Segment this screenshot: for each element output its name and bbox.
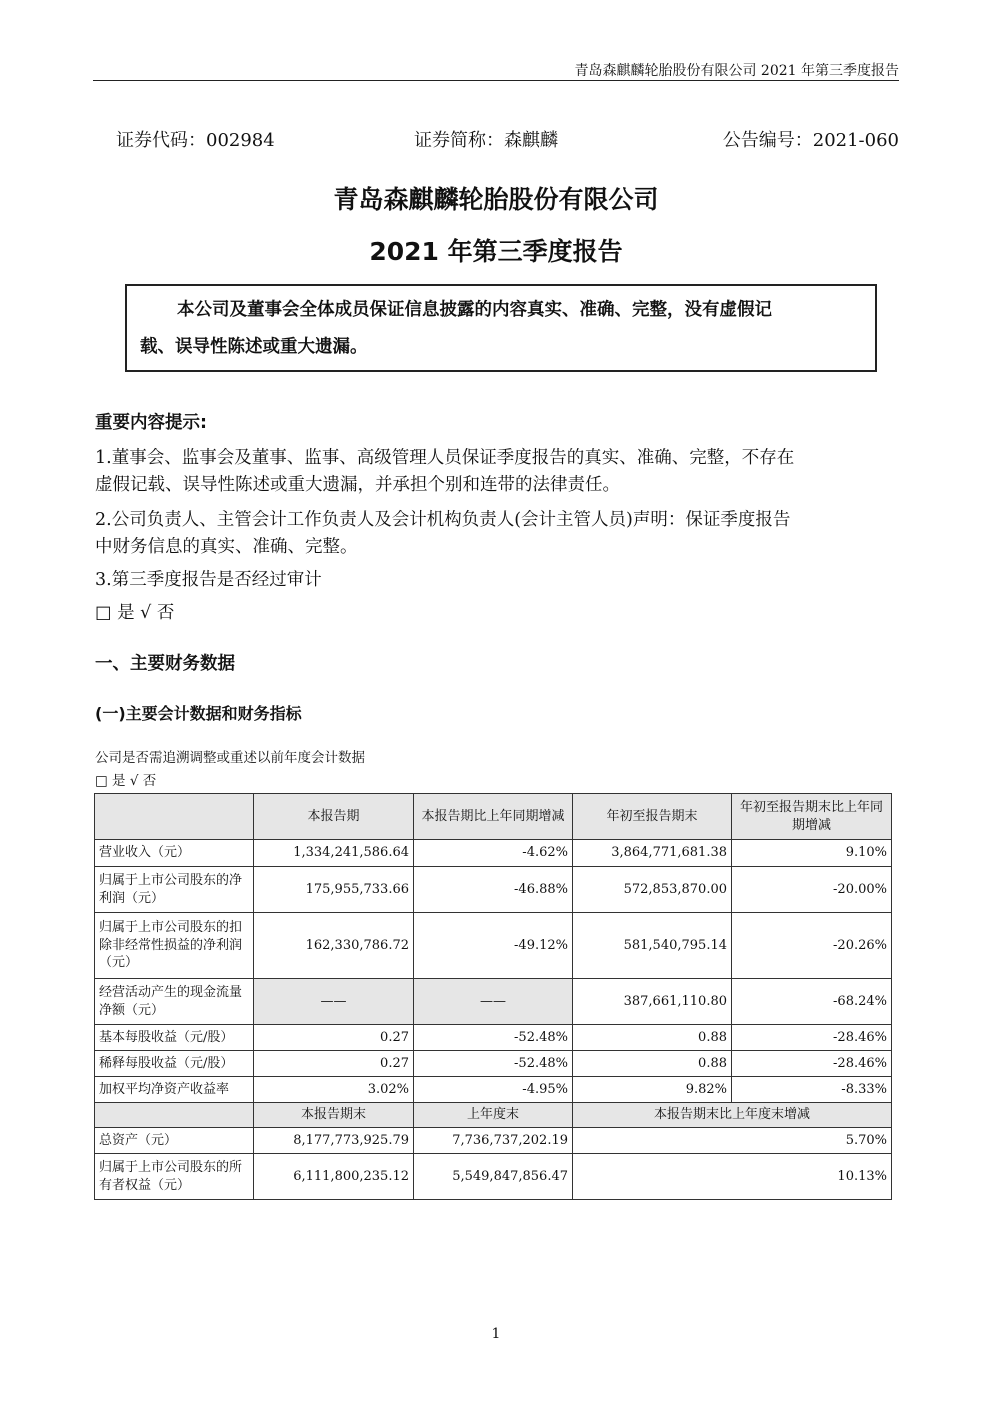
- table-cell: -28.46%: [732, 1025, 892, 1051]
- table-cell: 0.27: [254, 1025, 414, 1051]
- header-cell: 本报告期: [254, 794, 414, 840]
- row-label: 营业收入（元）: [95, 840, 254, 867]
- row-label: 归属于上市公司股东的扣除非经常性损益的净利润（元）: [95, 913, 254, 979]
- table-cell: 3.02%: [254, 1077, 414, 1103]
- table-cell: 5,549,847,856.47: [414, 1154, 573, 1200]
- table-row: [95, 1077, 892, 1103]
- row-label: 归属于上市公司股东的净利润（元）: [95, 867, 254, 913]
- header-cell: 本报告期比上年同期增减: [414, 794, 573, 840]
- table-cell: 9.82%: [573, 1077, 732, 1103]
- disclosure-notice-box: [125, 284, 877, 372]
- security-abbreviation: 证券简称：森麒麟: [414, 130, 558, 151]
- table-header-row: [95, 794, 892, 840]
- table-row: [95, 979, 892, 1025]
- table-cell: 572,853,870.00: [573, 867, 732, 913]
- table-cell: -49.12%: [414, 913, 573, 979]
- header-rule: [93, 80, 899, 81]
- row-label: 归属于上市公司股东的所有者权益（元）: [95, 1154, 254, 1200]
- company-title: 青岛森麒麟轮胎股份有限公司: [333, 185, 659, 214]
- tips-heading: 重要内容提示:: [95, 413, 207, 433]
- table-subheader-row: [95, 1103, 892, 1128]
- header-cell: 本报告期末比上年度末增减: [573, 1103, 892, 1128]
- table-row: [95, 1025, 892, 1051]
- section-heading: 一、主要财务数据: [95, 654, 235, 674]
- table-cell: 387,661,110.80: [573, 979, 732, 1025]
- table-cell: -46.88%: [414, 867, 573, 913]
- restatement-question: 公司是否需追溯调整或重述以前年度会计数据: [95, 750, 365, 766]
- header-cell: 年初至报告期末: [573, 794, 732, 840]
- financial-data-table: [94, 793, 892, 1200]
- table-cell: -28.46%: [732, 1051, 892, 1077]
- table-cell: 3,864,771,681.38: [573, 840, 732, 867]
- table-cell-na: ——: [414, 979, 573, 1025]
- running-header: 青岛森麒麟轮胎股份有限公司 2021 年第三季度报告: [574, 63, 899, 79]
- table-row: [95, 913, 892, 979]
- table-cell-na: ——: [254, 979, 414, 1025]
- tip-2-line-2: 中财务信息的真实、准确、完整。: [95, 537, 358, 557]
- page-number: 1: [491, 1326, 501, 1342]
- table-row: [95, 840, 892, 867]
- notice-line-2: 载、误导性陈述或重大遗漏。: [140, 337, 368, 357]
- header-corner-cell: [95, 794, 254, 840]
- table-row: [95, 1051, 892, 1077]
- row-label: 加权平均净资产收益率: [95, 1077, 254, 1103]
- tip-3: 3.第三季度报告是否经过审计: [95, 570, 322, 590]
- tip-1-line-1: 1.董事会、监事会及董事、监事、高级管理人员保证季度报告的真实、准确、完整，不存在: [95, 448, 795, 468]
- row-label: 经营活动产生的现金流量净额（元）: [95, 979, 254, 1025]
- table-cell: -20.00%: [732, 867, 892, 913]
- table-cell: 5.70%: [573, 1128, 892, 1154]
- tip-1-line-2: 虚假记载、误导性陈述或重大遗漏，并承担个别和连带的法律责任。: [95, 475, 620, 495]
- tip-2-line-1: 2.公司负责人、主管会计工作负责人及会计机构负责人(会计主管人员)声明：保证季度报告: [95, 510, 791, 530]
- table-row: [95, 867, 892, 913]
- table-cell: -8.33%: [732, 1077, 892, 1103]
- notice-line-1: 本公司及董事会全体成员保证信息披露的内容真实、准确、完整，没有虚假记: [177, 300, 772, 320]
- table-cell: -20.26%: [732, 913, 892, 979]
- table-cell: 7,736,737,202.19: [414, 1128, 573, 1154]
- table-cell: -4.62%: [414, 840, 573, 867]
- header-cell: 年初至报告期末比上年同期增减: [732, 794, 892, 840]
- table-cell: 10.13%: [573, 1154, 892, 1200]
- table-cell: 6,111,800,235.12: [254, 1154, 414, 1200]
- table-cell: 9.10%: [732, 840, 892, 867]
- table-cell: -4.95%: [414, 1077, 573, 1103]
- table-cell: -52.48%: [414, 1025, 573, 1051]
- notice-number: 公告编号：2021-060: [722, 130, 899, 151]
- table-cell: 581,540,795.14: [573, 913, 732, 979]
- table-cell: 175,955,733.66: [254, 867, 414, 913]
- table-cell: 0.27: [254, 1051, 414, 1077]
- table-cell: 0.88: [573, 1025, 732, 1051]
- security-code: 证券代码：002984: [116, 130, 275, 151]
- table-cell: -52.48%: [414, 1051, 573, 1077]
- header-cell: 本报告期末: [254, 1103, 414, 1128]
- report-title: 2021 年第三季度报告: [369, 237, 623, 266]
- table-cell: 0.88: [573, 1051, 732, 1077]
- row-label: 基本每股收益（元/股）: [95, 1025, 254, 1051]
- restatement-answer: □ 是 √ 否: [95, 773, 157, 789]
- table-cell: 162,330,786.72: [254, 913, 414, 979]
- table-row: [95, 1154, 892, 1200]
- header-cell: 上年度末: [414, 1103, 573, 1128]
- audit-answer: □ 是 √ 否: [95, 603, 175, 623]
- subsection-heading: (一)主要会计数据和财务指标: [95, 704, 302, 723]
- table-row: [95, 1128, 892, 1154]
- row-label: 总资产（元）: [95, 1128, 254, 1154]
- table-cell: 8,177,773,925.79: [254, 1128, 414, 1154]
- table-cell: -68.24%: [732, 979, 892, 1025]
- table-cell: 1,334,241,586.64: [254, 840, 414, 867]
- subheader-corner-cell: [95, 1103, 254, 1128]
- row-label: 稀释每股收益（元/股）: [95, 1051, 254, 1077]
